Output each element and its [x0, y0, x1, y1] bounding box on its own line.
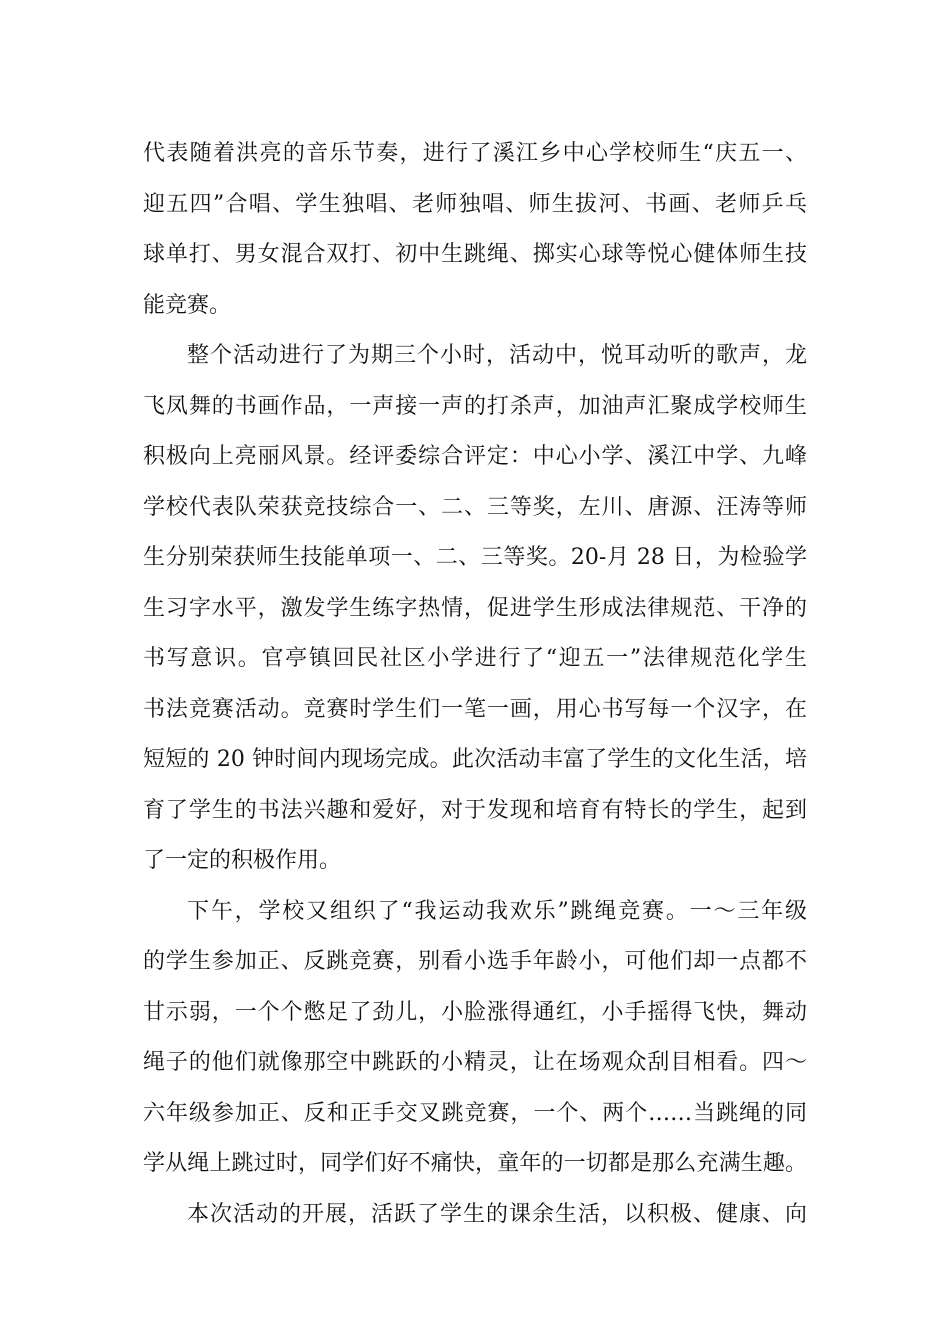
text-line: 迎五四”合唱、学生独唱、老师独唱、师生拔河、书画、老师乒乓 [143, 191, 807, 217]
document-body [143, 129, 807, 1240]
text-line: 的学生参加正、反跳竞赛，别看小选手年龄小，可他们却一点都不 [143, 949, 807, 974]
text-line: 学从绳上跳过时，同学们好不痛快，童年的一切都是那么充满生趣。 [143, 1151, 807, 1176]
text-line: 飞凤舞的书画作品，一声接一声的打杀声，加油声汇聚成学校师生 [143, 393, 807, 419]
text-line: 书写意识。官亭镇回民社区小学进行了“迎五一”法律规范化学生 [143, 646, 807, 671]
paragraph-4 [143, 1190, 807, 1241]
paragraph-1 [143, 129, 807, 331]
text-line: 代表随着洪亮的音乐节奏，进行了溪江乡中心学校师生“庆五一、 [143, 141, 807, 166]
paragraph-2 [143, 331, 807, 887]
text-line: 本次活动的开展，活跃了学生的课余生活，以积极、健康、向 [187, 1201, 807, 1227]
text-line: 书法竞赛活动。竞赛时学生们一笔一画，用心书写每一个汉字，在 [143, 696, 807, 722]
text-line: 生分别荣获师生技能单项一、二、三等奖。20-月 28 日，为检验学 [143, 545, 807, 570]
paragraph-3 [143, 887, 807, 1190]
text-line: 学校代表队荣获竞技综合一、二、三等奖，左川、唐源、汪涛等师 [143, 494, 807, 520]
text-line: 能竞赛。 [143, 292, 232, 318]
text-line: 育了学生的书法兴趣和爱好，对于发现和培育有特长的学生，起到 [143, 797, 807, 823]
text-line: 生习字水平，激发学生练字热情，促进学生形成法律规范、干净的 [143, 595, 807, 621]
text-line: 甘示弱，一个个憋足了劲儿，小脸涨得通红，小手摇得飞快，舞动 [143, 999, 807, 1025]
text-line: 下午，学校又组织了“我运动我欢乐”跳绳竞赛。一～三年级 [187, 898, 807, 924]
text-line: 球单打、男女混合双打、初中生跳绳、掷实心球等悦心健体师生技 [143, 242, 807, 267]
text-line: 短短的 20 钟时间内现场完成。此次活动丰富了学生的文化生活，培 [143, 747, 807, 772]
text-line: 绳子的他们就像那空中跳跃的小精灵，让在场观众刮目相看。四～ [143, 1050, 807, 1075]
text-line: 六年级参加正、反和正手交叉跳竞赛，一个、两个……当跳绳的同 [143, 1100, 807, 1126]
text-line: 积极向上亮丽风景。经评委综合评定：中心小学、溪江中学、九峰 [143, 444, 807, 469]
text-line: 了一定的积极作用。 [143, 848, 342, 873]
text-line: 整个活动进行了为期三个小时，活动中，悦耳动听的歌声，龙 [187, 343, 807, 368]
